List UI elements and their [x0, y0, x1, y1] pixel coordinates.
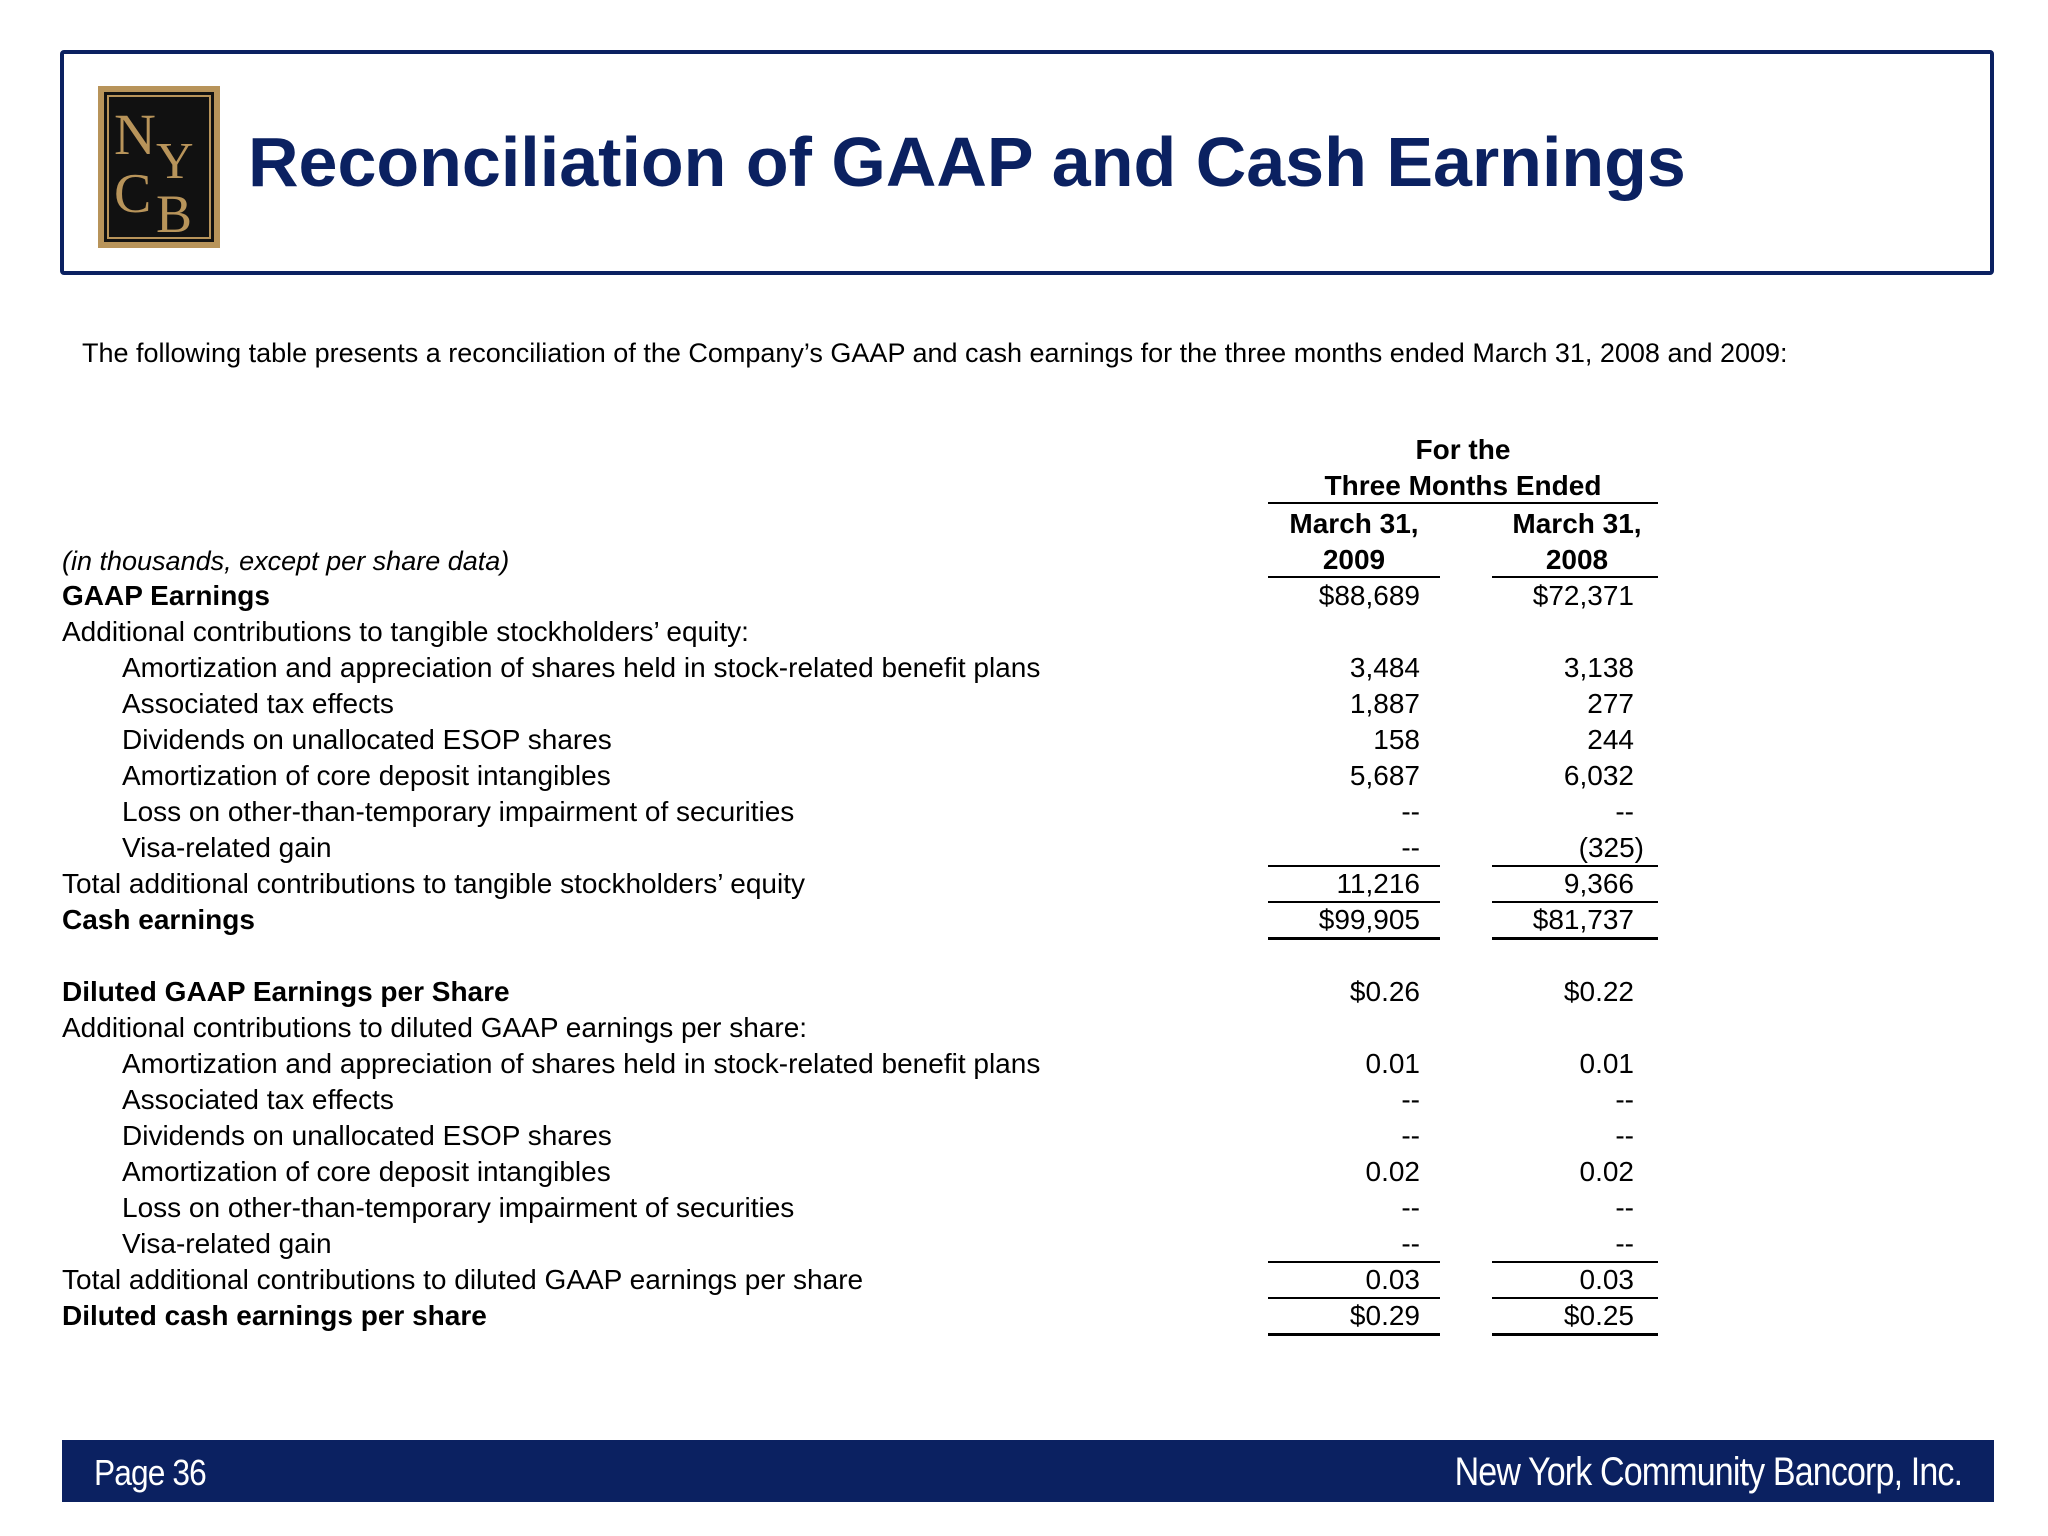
cash-earnings-rule-2009 [1268, 937, 1440, 940]
row-label: Cash earnings [62, 904, 255, 935]
table-row [0, 650, 2048, 686]
svg-text:Y: Y [156, 133, 194, 190]
value-2009: 5,687 [1349, 760, 1420, 791]
value-2009: 0.03 [1365, 1264, 1420, 1295]
value-2009: -- [1401, 796, 1420, 827]
value-2009: 0.02 [1365, 1156, 1420, 1187]
value-2008: -- [1615, 1192, 1634, 1223]
group-header-line2: Three Months Ended [1324, 470, 1602, 501]
value-2008: $0.22 [1563, 976, 1634, 1007]
value-2009: 11,216 [1336, 868, 1420, 899]
value-2009: $0.26 [1349, 976, 1420, 1007]
row-label: Loss on other-than-temporary impairment of securities [122, 796, 795, 827]
row-label: Associated tax effects [122, 688, 394, 719]
value-2008: -- [1615, 1084, 1634, 1115]
value-2009: $99,905 [1318, 904, 1420, 935]
row-label: Visa-related gain [122, 832, 332, 863]
col1-header-line1: March 31, [1289, 508, 1419, 539]
svg-text:C: C [114, 163, 152, 225]
value-2008: 3,138 [1563, 652, 1634, 683]
value-2009: -- [1401, 1120, 1420, 1151]
row-label: Amortization and appreciation of shares held in stock-related benefit plans [122, 652, 1041, 683]
intro-text: The following table presents a reconciliation of the Company’s GAAP and cash earnings for the three months ended March 31, 2008 and 2009: [82, 338, 1788, 368]
table-row [0, 1010, 2048, 1046]
diluted-cash-eps-rule-2008 [1492, 1333, 1658, 1336]
row-label: Total additional contributions to diluted GAAP earnings per share [62, 1264, 864, 1295]
value-2009: 158 [1373, 724, 1420, 755]
table-row [0, 902, 2048, 938]
group-header-rule [1268, 502, 1658, 504]
table-row [0, 1046, 2048, 1082]
table-row [0, 1262, 2048, 1298]
row-label: Dividends on unallocated ESOP shares [122, 1120, 612, 1151]
svg-text:N: N [114, 102, 156, 167]
cash-earnings-rule-2008 [1492, 937, 1658, 940]
value-2008: $72,371 [1532, 580, 1634, 611]
value-2008: 0.02 [1579, 1156, 1634, 1187]
svg-text:B: B [156, 184, 193, 242]
row-label: GAAP Earnings [62, 580, 270, 611]
value-2009: -- [1401, 1084, 1420, 1115]
row-label: Amortization of core deposit intangibles [122, 760, 611, 791]
page-number: Page 36 [94, 1452, 206, 1493]
row-label: Associated tax effects [122, 1084, 394, 1115]
col1-header-line2: 2009 [1322, 544, 1386, 575]
units-note: (in thousands, except per share data) [62, 546, 510, 576]
value-2009: 3,484 [1349, 652, 1420, 683]
value-2009: 0.01 [1365, 1048, 1420, 1079]
value-2008: (325) [1578, 832, 1644, 863]
table-row [0, 1118, 2048, 1154]
value-2008: 244 [1587, 724, 1634, 755]
group-header-line1: For the [1415, 434, 1511, 465]
table-row [0, 758, 2048, 794]
value-2008: 9,366 [1563, 868, 1634, 899]
table-row [0, 1190, 2048, 1226]
row-label: Additional contributions to diluted GAAP earnings per share: [62, 1012, 808, 1043]
value-2008: 6,032 [1563, 760, 1634, 791]
row-label: Amortization of core deposit intangibles [122, 1156, 611, 1187]
value-2008: $0.25 [1563, 1300, 1634, 1331]
table-row [0, 1154, 2048, 1190]
page-title: Reconciliation of GAAP and Cash Earnings [248, 123, 1686, 201]
row-label: Total additional contributions to tangible stockholders’ equity [62, 868, 805, 899]
value-2009: -- [1401, 1228, 1420, 1259]
diluted-cash-eps-rule-2009 [1268, 1333, 1440, 1336]
value-2008: $81,737 [1532, 904, 1634, 935]
row-label: Loss on other-than-temporary impairment of securities [122, 1192, 795, 1223]
nycb-logo [98, 86, 220, 248]
value-2009: $88,689 [1318, 580, 1420, 611]
table-row [0, 1298, 2048, 1334]
footer-bar [62, 1440, 1994, 1502]
table-row [0, 1226, 2048, 1262]
table-row [0, 1082, 2048, 1118]
row-label: Visa-related gain [122, 1228, 332, 1259]
value-2008: -- [1615, 1120, 1634, 1151]
row-label: Dividends on unallocated ESOP shares [122, 724, 612, 755]
value-2009: $0.29 [1349, 1300, 1420, 1331]
col2-header-line2: 2008 [1545, 544, 1609, 575]
value-2008: 0.03 [1579, 1264, 1634, 1295]
table-row [0, 686, 2048, 722]
row-label: Diluted cash earnings per share [62, 1300, 487, 1331]
value-2009: -- [1401, 1192, 1420, 1223]
row-label: Diluted GAAP Earnings per Share [62, 976, 510, 1007]
value-2009: -- [1401, 832, 1420, 863]
row-label: Amortization and appreciation of shares held in stock-related benefit plans [122, 1048, 1041, 1079]
table-row [0, 614, 2048, 650]
company-name: New York Community Bancorp, Inc. [1454, 1450, 1962, 1494]
value-2009: 1,887 [1349, 688, 1420, 719]
nycb-monogram-icon [104, 92, 214, 242]
col2-header-line1: March 31, [1512, 508, 1642, 539]
table-row [0, 578, 2048, 614]
table-row [0, 830, 2048, 866]
value-2008: 277 [1587, 688, 1634, 719]
value-2008: 0.01 [1579, 1048, 1634, 1079]
table-row [0, 974, 2048, 1010]
table-row [0, 722, 2048, 758]
row-label: Additional contributions to tangible stockholders’ equity: [62, 616, 749, 647]
table-row [0, 866, 2048, 902]
value-2008: -- [1615, 796, 1634, 827]
value-2008: -- [1615, 1228, 1634, 1259]
table-row [0, 794, 2048, 830]
